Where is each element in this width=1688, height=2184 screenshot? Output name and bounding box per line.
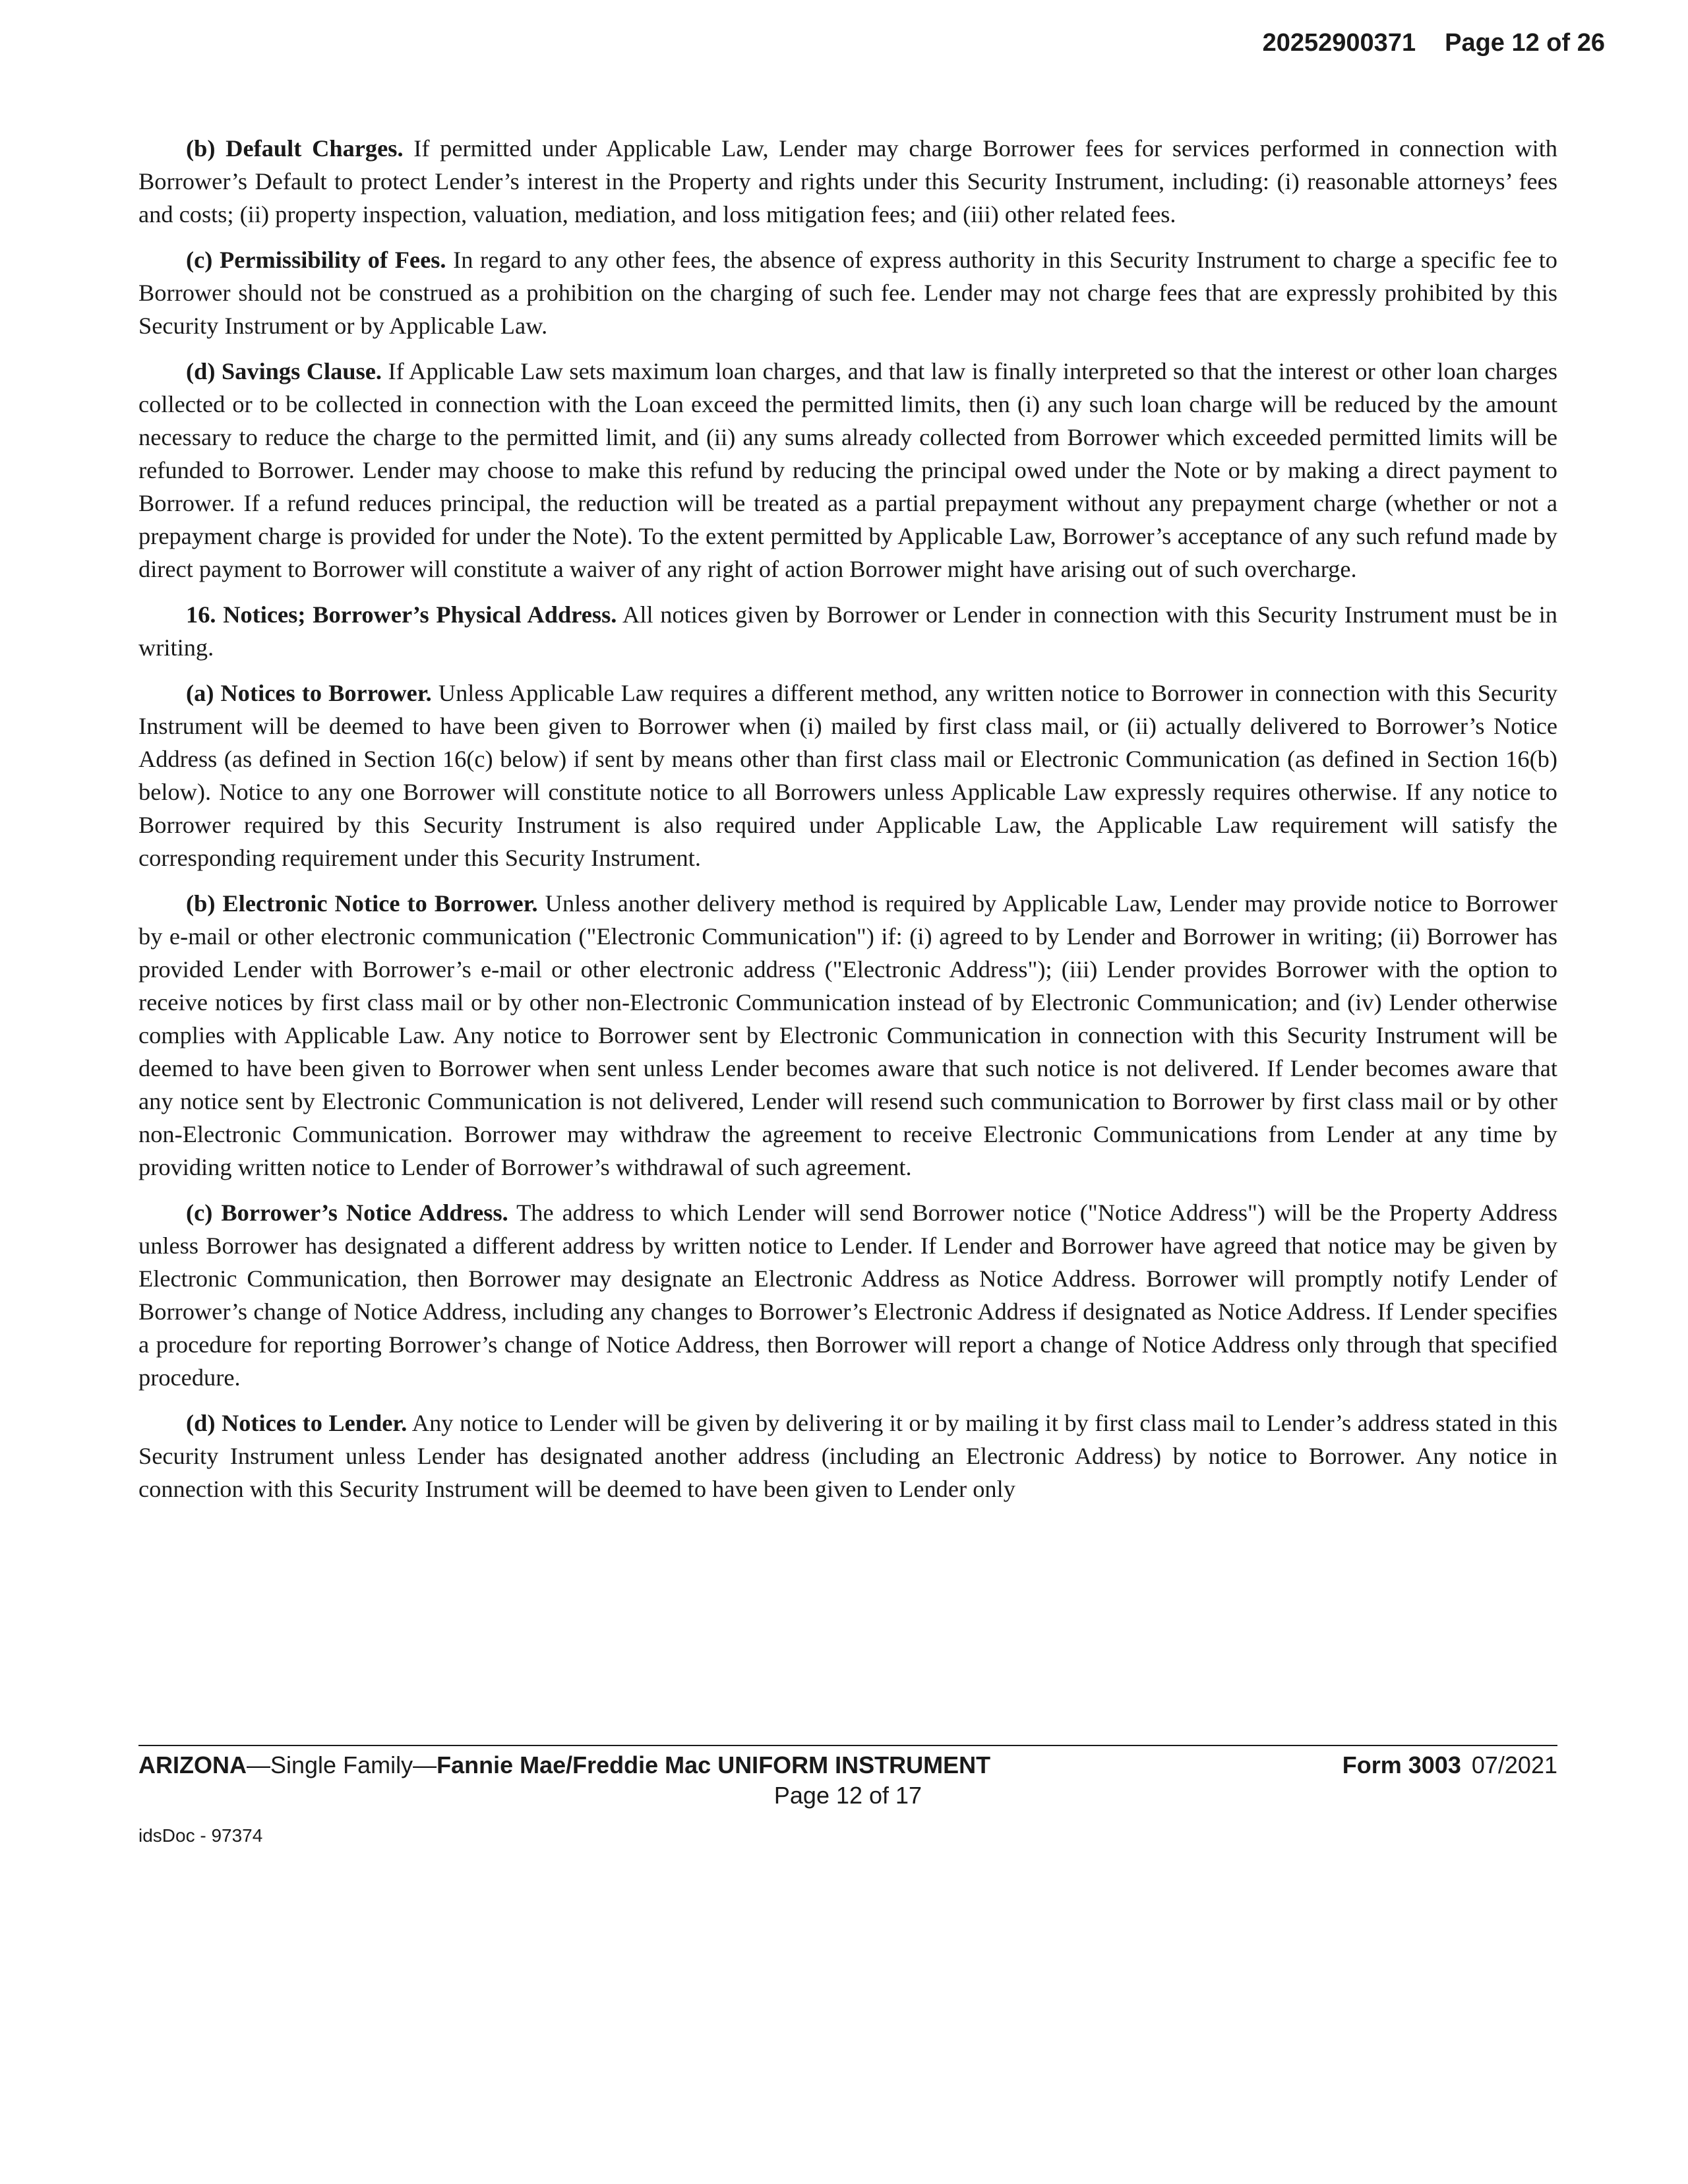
section-heading: 16. Notices; Borrower’s Physical Address.	[186, 601, 617, 628]
footer-divider	[138, 1745, 1557, 1746]
paragraph-text: Any notice to Lender will be given by delivering it or by mailing it by first class mail to Lender’s address stated in this Security Instrument unless Lender has designated another address (including an Electronic Address) by notice to Borrower. Any notice in connection with this Security Instrument will be deemed to have been given to Lender only	[138, 1410, 1557, 1502]
footer-instrument: Fannie Mae/Freddie Mac UNIFORM INSTRUMENT	[437, 1751, 991, 1778]
paragraph-savings-clause	[138, 355, 1557, 586]
footer-form-number: Form 3003	[1342, 1751, 1461, 1778]
paragraph-text: Unless Applicable Law requires a different method, any written notice to Borrower in connection with this Security Instrument will be deemed to have been given to Borrower when (i) mailed by first class mail, or (ii) actually delivered to Borrower’s Notice Address (as defined in Section 16(c) below) if sent by means other than first class mail or Electronic Communication (as defined in Section 16(b) below). Notice to any one Borrower will constitute notice to all Borrowers unless Applicable Law expressly requires otherwise. If any notice to Borrower required by this Security Instrument is also required under Applicable Law, the Applicable Law requirement will satisfy the corresponding requirement under this Security Instrument.	[138, 680, 1558, 871]
paragraph-heading: (d) Savings Clause.	[186, 358, 382, 384]
document-body	[138, 132, 1557, 1518]
paragraph-heading: (c) Borrower’s Notice Address.	[186, 1199, 508, 1226]
footer-page-number: Page 12 of 17	[773, 1782, 922, 1809]
paragraph-notices	[138, 598, 1557, 664]
page-header	[1263, 29, 1605, 57]
paragraph-electronic-notice	[138, 887, 1557, 1184]
paragraph-text: If permitted under Applicable Law, Lender may charge Borrower fees for services performed in connection with Borrower’s Default to protect Lender’s interest in the Property and rights under this Security Instrument, including: (i) reasonable attorneys’ fees and costs; (ii) property inspection, valuation, mediation, and loss mitigation fees; and (iii) other related fees.	[138, 135, 1557, 228]
paragraph-text: Unless another delivery method is required by Applicable Law, Lender may provide notice to Borrower by e-mail or other electronic communication ("Electronic Communication") if: (i) agreed to by Lender and Borrower in writing; (ii) Borrower has provided Lender with Borrower’s e-mail or other electronic address ("Electronic Address"); (iii) Lender provides Borrower with the option to receive notices by first class mail or by other non-Electronic Communication instead of by Electronic Communication; and (iv) Lender otherwise complies with Applicable Law. Any notice to Borrower sent by Electronic Communication in connection with this Security Instrument will be deemed to have been given to Borrower when sent unless Lender becomes aware that such notice is not delivered. If Lender becomes aware that any notice sent by Electronic Communication is not delivered, Lender will resend such communication to Borrower by first class mail or by other non-Electronic Communication. Borrower may withdraw the agreement to receive Electronic Communications from Lender at any time by providing written notice to Lender of Borrower’s withdrawal of such agreement.	[138, 890, 1557, 1180]
paragraph-heading: (c) Permissibility of Fees.	[186, 247, 446, 273]
footer-doc-id: idsDoc - 97374	[138, 1825, 263, 1846]
paragraph-heading: (a) Notices to Borrower.	[186, 680, 432, 706]
footer-form-date: 07/2021	[1471, 1751, 1557, 1778]
paragraph-default-charges	[138, 132, 1557, 231]
footer-state: ARIZONA	[138, 1751, 247, 1778]
footer-family: —Single Family—	[247, 1751, 437, 1778]
paragraph-text: All notices given by Borrower or Lender in connection with this Security Instrument must be in writing.	[138, 601, 1558, 661]
paragraph-heading: (d) Notices to Lender.	[186, 1410, 407, 1436]
paragraph-notice-address	[138, 1196, 1557, 1394]
footer-instrument-line	[138, 1751, 990, 1779]
footer-form-info	[1342, 1751, 1557, 1779]
page-count: Page 12 of 26	[1445, 29, 1605, 57]
paragraph-text: In regard to any other fees, the absence of express authority in this Security Instrument to charge a specific fee to Borrower should not be construed as a prohibition on the charging of such fee. Lender may not charge fees that are expressly prohibited by this Security Instrument or by Applicable Law.	[138, 247, 1558, 339]
paragraph-heading: (b) Electronic Notice to Borrower.	[186, 890, 538, 917]
paragraph-notices-to-borrower	[138, 677, 1557, 874]
paragraph-notices-to-lender	[138, 1407, 1557, 1505]
document-number: 20252900371	[1262, 29, 1416, 57]
paragraph-text: If Applicable Law sets maximum loan charges, and that law is finally interpreted so that the interest or other loan charges collected or to be collected in connection with the Loan exceed the permitted limits, then (i) any such loan charge will be reduced by the amount necessary to reduce the charge to the permitted limit, and (ii) any sums already collected from Borrower which exceeded permitted limits will be refunded to Borrower. Lender may choose to make this refund by reducing the principal owed under the Note or by making a direct payment to Borrower. If a refund reduces principal, the reduction will be treated as a partial prepayment without any prepayment charge (whether or not a prepayment charge is provided for under the Note). To the extent permitted by Applicable Law, Borrower’s acceptance of any such refund made by direct payment to Borrower will constitute a waiver of any right of action Borrower might have arising out of such overcharge.	[138, 358, 1558, 582]
paragraph-heading: (b) Default Charges.	[186, 135, 404, 162]
paragraph-permissibility-of-fees	[138, 243, 1557, 342]
paragraph-text: The address to which Lender will send Borrower notice ("Notice Address") will be the Property Address unless Borrower has designated a different address by written notice to Lender. If Lender and Borrower have agreed that notice may be given by Electronic Communication, then Borrower may designate an Electronic Address as Notice Address. Borrower will promptly notify Lender of Borrower’s change of Notice Address, including any changes to Borrower’s Electronic Address if designated as Notice Address. If Lender specifies a procedure for reporting Borrower’s change of Notice Address, then Borrower will report a change of Notice Address only through that specified procedure.	[138, 1199, 1557, 1391]
